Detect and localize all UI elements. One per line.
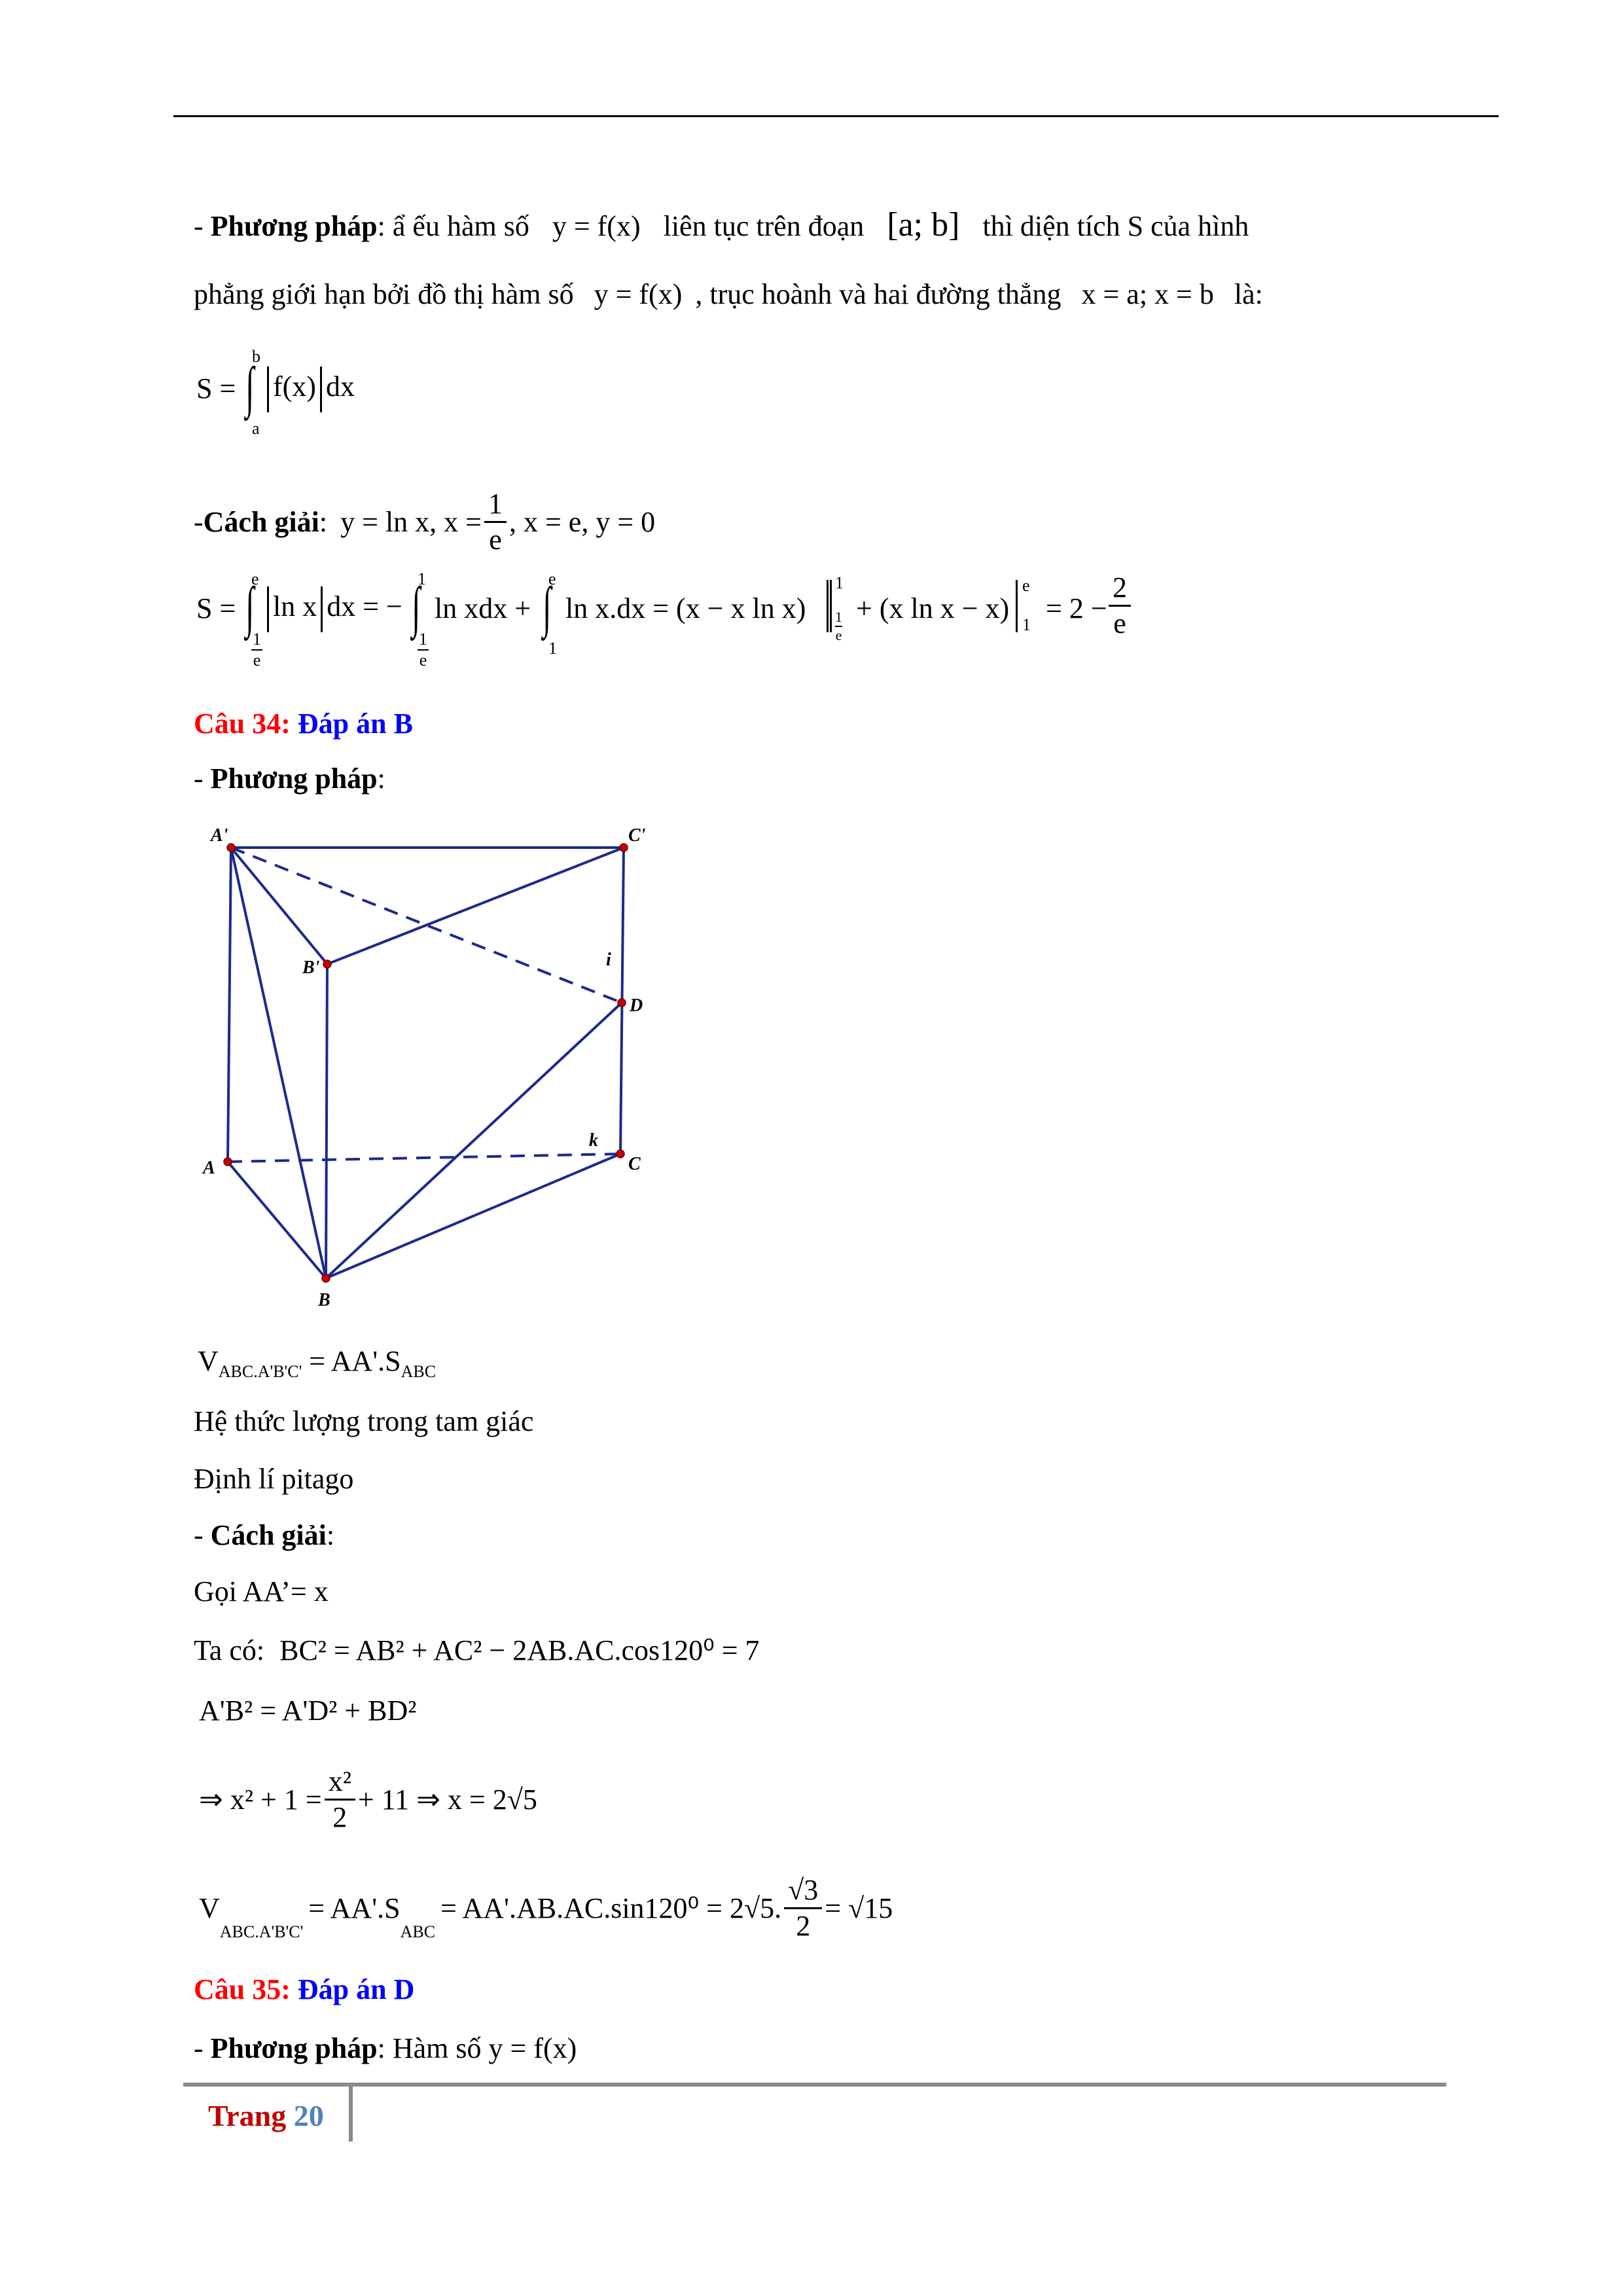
colon: :	[377, 762, 385, 795]
eval-upper: 1	[835, 573, 844, 592]
term-2: ln xdx +	[435, 592, 531, 624]
denominator: e	[489, 524, 502, 556]
term-1	[263, 586, 402, 632]
implication-line	[199, 1767, 537, 1832]
solution-line-1	[194, 490, 655, 554]
result-eq: = 2 −	[1046, 592, 1107, 624]
abs-bar	[321, 586, 323, 632]
edge-aa1	[228, 848, 231, 1162]
question-label: Câu 34:	[194, 708, 291, 740]
function-expr: y = f(x)	[552, 210, 641, 242]
point-a	[224, 1158, 232, 1166]
eq-text: dx = −	[327, 590, 402, 623]
term-3: ln x.dx = (x − x ln x)	[565, 592, 806, 624]
solution-label: Cách giải	[210, 1519, 327, 1551]
dash: -	[194, 1519, 211, 1551]
method-35	[194, 2034, 577, 2063]
differential: dx	[325, 370, 355, 403]
eq-text: + 11 ⇒ x = 2√5	[357, 1783, 537, 1816]
edge-bc	[326, 1154, 620, 1278]
numerator: 1	[484, 490, 507, 523]
eval-lower: 1	[1022, 615, 1031, 634]
method-text: , trục hoành và hai đường thẳng	[695, 278, 1061, 310]
method-text: : ẩ ếu hàm số	[377, 210, 529, 242]
edge-ac	[228, 1154, 620, 1162]
lower-bound: 1	[548, 639, 557, 658]
method-text: : Hàm số y = f(x)	[377, 2032, 577, 2064]
numerator: √3	[784, 1876, 822, 1909]
point-b	[322, 1274, 330, 1282]
answer-label: Đáp án D	[297, 1973, 415, 2005]
figure-dashed-edges	[228, 848, 622, 1162]
method-line-1	[194, 208, 1249, 242]
label-d: D	[630, 996, 643, 1016]
fraction	[484, 490, 507, 554]
lines-expr: x = a; x = b	[1081, 278, 1214, 310]
abs-bar	[267, 367, 269, 412]
dash: -	[194, 2032, 211, 2064]
label-a: A	[203, 1158, 215, 1178]
numerator: x²	[325, 1767, 355, 1801]
text-dinh-li: Định lí pitago	[194, 1463, 354, 1495]
edge-ab	[228, 1162, 326, 1278]
upper-bound: b	[252, 347, 260, 366]
area-subscript: ABC	[401, 1361, 437, 1381]
numerator: 2	[1109, 573, 1131, 607]
integral-sign: ∫	[543, 575, 552, 638]
method-text: là:	[1234, 278, 1263, 310]
denominator: e	[253, 651, 261, 670]
point-d	[618, 999, 626, 1007]
colon: :	[319, 505, 328, 538]
upper-bound: 1	[418, 569, 426, 588]
figure-points	[224, 844, 628, 1282]
text-goi: Gọi AA’= x	[194, 1575, 329, 1607]
answer-label: Đáp án B	[297, 708, 413, 740]
edge-bb1	[326, 964, 327, 1278]
interval-expr: [a; b]	[887, 206, 960, 243]
label-a-prime: A'	[211, 825, 228, 846]
eq-text: , x = e, y = 0	[508, 505, 656, 538]
eq-text: = AA'.S	[308, 1892, 401, 1924]
point-a1	[227, 844, 235, 852]
question-label: Câu 35:	[194, 1973, 291, 2005]
volume-symbol: V	[198, 1345, 219, 1377]
ab-equation: A'B² = A'D² + BD²	[199, 1695, 417, 1727]
upper-bound: e	[251, 569, 259, 588]
eq-text: = AA'.S	[309, 1345, 401, 1377]
fraction	[325, 1767, 355, 1832]
method-text: phẳng giới hạn bởi đồ thị hàm số	[194, 278, 574, 310]
denominator: e	[419, 651, 427, 670]
area-lhs: S =	[196, 592, 236, 624]
point-c1	[620, 844, 628, 852]
function-expr: y = f(x)	[594, 278, 683, 310]
volume-subscript: ABC.A'B'C'	[218, 1361, 302, 1381]
volume-formula-1	[198, 1347, 436, 1380]
integral-sign: ∫	[245, 575, 255, 638]
eval-bar	[830, 580, 832, 632]
integral-sign: ∫	[245, 355, 255, 418]
label-k: k	[589, 1130, 598, 1151]
method-34	[194, 764, 385, 793]
method-label: Phương pháp	[210, 762, 378, 795]
edge-a1b1	[231, 848, 327, 964]
prism-figure	[196, 821, 694, 1319]
header-rule	[173, 115, 1499, 117]
edge-a1b	[231, 848, 326, 1278]
dash: -	[194, 762, 211, 795]
integral-sign: ∫	[412, 575, 421, 638]
eval-lower-frac	[835, 609, 842, 644]
colon: :	[326, 1519, 335, 1551]
footer-rule	[183, 2083, 1446, 2087]
lower-bound-frac	[418, 630, 429, 670]
label-b-prime: B'	[302, 958, 320, 978]
method-label: Phương pháp	[210, 210, 378, 242]
volume-subscript: ABC.A'B'C'	[219, 1922, 304, 1941]
label-i: i	[606, 950, 611, 970]
abs-bar	[320, 367, 322, 412]
method-line-2	[194, 280, 1263, 309]
lower-bound: a	[252, 419, 260, 438]
numerator: 1	[835, 609, 842, 627]
footer-divider	[349, 2087, 353, 2142]
solution-label: Cách giải	[203, 505, 319, 538]
abs-bar	[267, 586, 269, 632]
point-b1	[323, 960, 331, 968]
numerator: 1	[418, 630, 429, 651]
volume-formula-2	[199, 1876, 893, 1941]
page-number	[208, 2098, 324, 2133]
result-fraction	[1109, 573, 1131, 638]
solution-34	[194, 1521, 334, 1550]
numerator: 1	[251, 630, 262, 651]
abs-expr	[263, 367, 355, 412]
label-b: B	[318, 1290, 330, 1310]
method-label: Phương pháp	[210, 2032, 378, 2064]
eval-bar	[827, 580, 829, 632]
eq-text: ⇒ x² + 1 =	[199, 1783, 322, 1816]
eval-bar	[1016, 580, 1018, 632]
fraction	[784, 1876, 822, 1941]
method-text: liên tục trên đoạn	[663, 210, 865, 242]
volume-symbol: V	[199, 1892, 220, 1924]
page-num: 20	[293, 2099, 324, 2132]
area-subscript: ABC	[400, 1922, 436, 1941]
prefix: Ta có:	[194, 1634, 265, 1666]
question-35-heading	[194, 1975, 414, 2004]
text-he-thuc: Hệ thức lượng trong tam giác	[194, 1405, 534, 1437]
area-lhs: S =	[196, 372, 236, 404]
eval-upper: e	[1022, 576, 1030, 595]
edge-b1c1	[327, 848, 624, 964]
bc-equation: BC² = AB² + AC² − 2AB.AC.cos120⁰ = 7	[279, 1634, 760, 1666]
eq-text: y = ln x, x =	[340, 505, 482, 538]
question-34-heading	[194, 709, 413, 738]
denominator: e	[1113, 607, 1126, 639]
upper-bound: e	[548, 569, 556, 588]
page-word: Trang	[208, 2099, 287, 2132]
lower-bound-frac	[251, 630, 262, 670]
line-ta-co	[194, 1636, 760, 1665]
point-c	[616, 1150, 624, 1158]
integrand: ln x	[273, 590, 317, 623]
method-text: thì diện tích S của hình	[982, 210, 1249, 242]
eq-text: = √15	[825, 1892, 893, 1924]
label-c-prime: C'	[628, 825, 646, 846]
denominator: 2	[796, 1910, 811, 1942]
edge-bd	[326, 1003, 622, 1278]
term-4: + (x ln x − x)	[856, 592, 1010, 624]
figure-solid-edges	[228, 848, 624, 1278]
denominator: e	[835, 627, 842, 643]
label-c: C	[628, 1154, 641, 1174]
dash: -	[194, 210, 211, 242]
eq-text: = AA'.AB.AC.sin120⁰ = 2√5.	[440, 1892, 782, 1924]
denominator: 2	[332, 1801, 348, 1833]
integrand: f(x)	[273, 370, 316, 403]
dash: -	[194, 505, 204, 538]
